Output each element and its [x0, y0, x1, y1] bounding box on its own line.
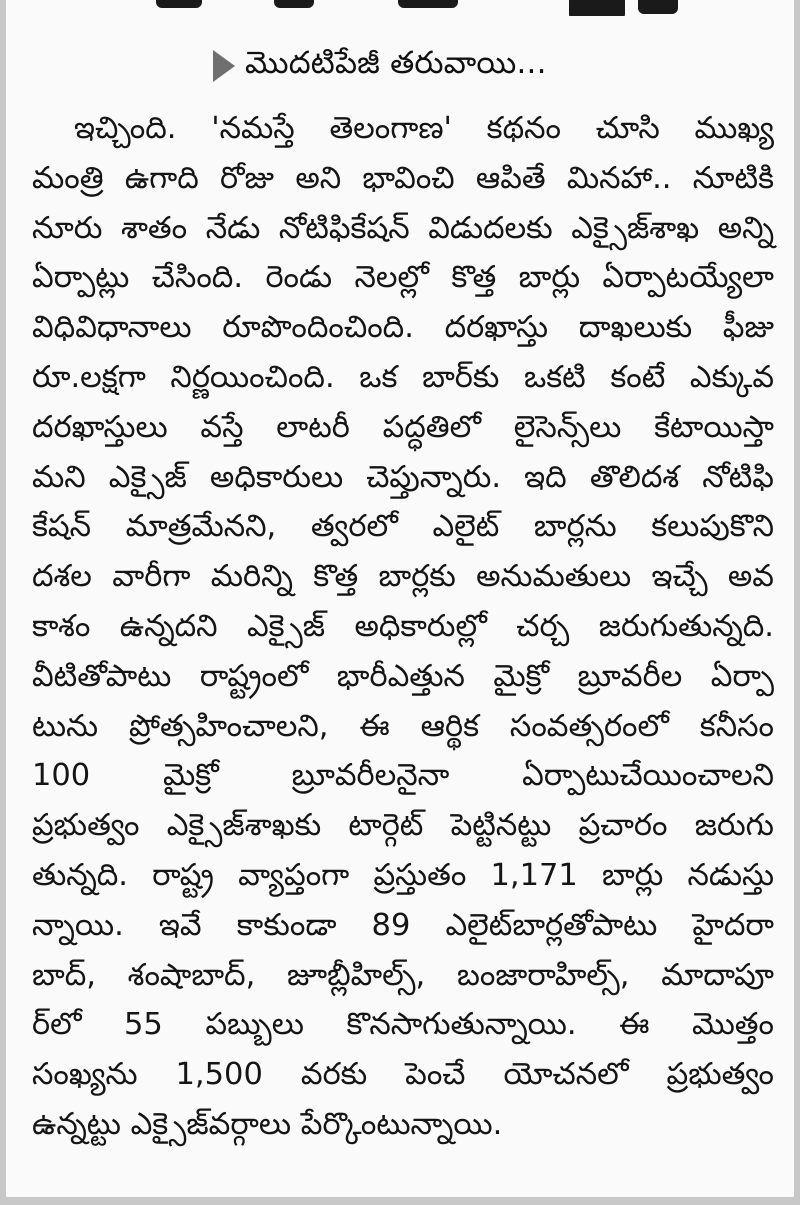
- article-line: ఉన్నట్టు ఎక్సైజ్‌వర్గాలు పేర్కొంటున్నాయి.: [32, 1106, 503, 1142]
- article-line: టును ప్రోత్సహించాలని, ఈ ఆర్థిక సంవత్సరంలో కనీసం: [32, 708, 774, 744]
- article-line: 100 మైక్రో బ్రూవరీలనైనా ఏర్పాటుచేయించాలని: [32, 758, 774, 794]
- article-line: దశల వారీగా మరిన్ని కొత్త బార్లకు అనుమతులు ఇచ్చే అవ: [32, 559, 774, 595]
- article-line: మంత్రి ఉగాది రోజు అని భావించి ఆపితే మినహా.. నూటికి: [32, 160, 774, 196]
- article-line: తున్నది. రాష్ట్ర వ్యాప్తంగా ప్రస్తుతం 1,171 బార్లు నడుస్తు: [32, 857, 774, 893]
- article-line: ప్రభుత్వం ఎక్సైజ్‌శాఖకు టార్గెట్ పెట్టినట్టు ప్రచారం జరుగు: [32, 808, 774, 844]
- continuation-header: [213, 40, 547, 92]
- article-line: సంఖ్యను 1,500 వరకు పెంచే యోచనలో ప్రభుత్వం: [32, 1057, 774, 1093]
- article-line: ఇచ్చింది. 'నమస్తే తెలంగాణ' కథనం చూసి ముఖ్య: [74, 111, 774, 146]
- article-line: మని ఎక్సైజ్ అధికారులు చెప్తున్నారు. ఇది తొలిదశ నోటిఫి: [32, 459, 774, 495]
- article-line: బాద్, శంషాబాద్, జూబ్లీహిల్స్, బంజారాహిల్స్, మాదాపూ: [32, 957, 774, 993]
- article-line: కేషన్ మాత్రమేనని, త్వరలో ఎలైట్ బార్లను కలుపుకొని: [32, 509, 774, 545]
- article-body: [32, 104, 774, 1150]
- article-line: దరఖాస్తులు వస్తే లాటరీ పద్ధతిలో లైసెన్స్‌లు కేటాయిస్తా: [32, 409, 774, 445]
- article-line: ర్‌లో 55 పబ్బులు కొనసాగుతున్నాయి. ఈ మొత్తం: [32, 1007, 774, 1043]
- article-line: న్నాయి. ఇవే కాకుండా 89 ఎలైట్‌బార్లతోపాటు హైదరా: [32, 907, 774, 943]
- left-border: [0, 0, 6, 1205]
- article-line: విధివిధానాలు రూపొందించింది. దరఖాస్తు దాఖలుకు ఫీజు: [32, 310, 774, 346]
- article-line: ఏర్పాట్లు చేసింది. రెండు నెలల్లో కొత్త బార్లు ఏర్పాటయ్యేలా: [32, 260, 774, 296]
- arrow-right-icon: [213, 50, 235, 82]
- article-line: కాశం ఉన్నదని ఎక్సైజ్ అధికారుల్లో చర్చ జరుగుతున్నది.: [32, 608, 774, 644]
- article-line: రూ.లక్షగా నిర్ణయించింది. ఒక బార్‌కు ఒకటి కంటే ఎక్కువ: [32, 359, 774, 395]
- cropped-headline-fragment: [6, 0, 794, 16]
- bottom-border: [0, 1197, 800, 1205]
- right-border: [794, 0, 800, 1205]
- article-line: వీటితోపాటు రాష్ట్రంలో భారీఎత్తున మైక్రో బ్రూవరీల ఏర్పా: [32, 658, 774, 694]
- article-line: నూరు శాతం నేడు నోటిఫికేషన్ విడుదలకు ఎక్సైజ్‌శాఖ అన్ని: [32, 210, 774, 246]
- continuation-label: మొదటిపేజీ తరువాయి...: [245, 44, 547, 81]
